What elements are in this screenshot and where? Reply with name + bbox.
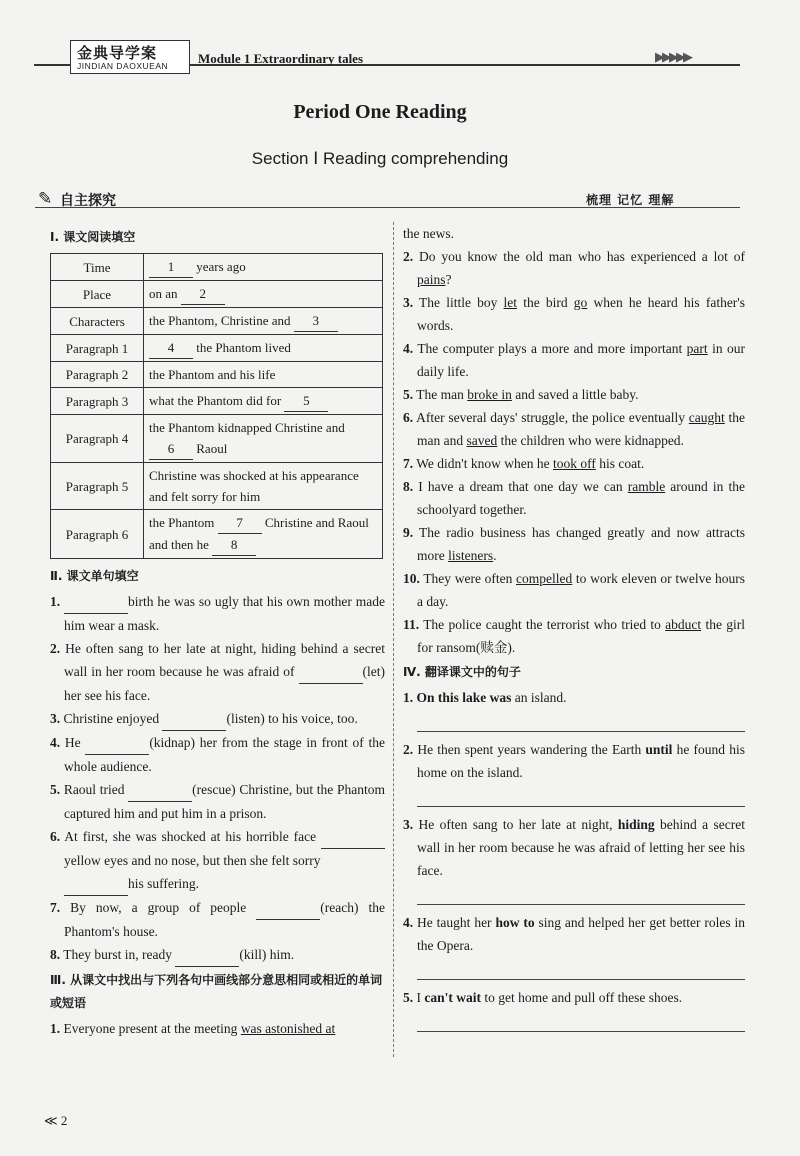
answer-blank[interactable] [175, 943, 239, 967]
item-text: By now, a group of people [70, 900, 257, 915]
answer-blank[interactable] [64, 872, 128, 896]
item-number: 8. [50, 947, 61, 962]
row-text: Christine and Raoul and then he [149, 515, 369, 552]
table-blank: 6 [149, 438, 193, 460]
item-text: his suffering. [128, 876, 199, 891]
part4-heading: Ⅳ. 翻译课文中的句子 [403, 665, 521, 679]
row-key: Paragraph 2 [51, 362, 144, 388]
row-value [144, 335, 383, 362]
answer-blank[interactable] [321, 825, 385, 849]
item-text: when he heard his father's words. [417, 295, 745, 333]
list-item [403, 337, 745, 383]
item-number: 7. [50, 900, 61, 915]
row-value [144, 415, 383, 463]
answer-line[interactable] [417, 1009, 745, 1032]
part2-heading: Ⅱ. 课文单句填空 [50, 569, 139, 583]
row-key: Paragraph 4 [51, 415, 144, 463]
item-number: 6. [403, 410, 414, 425]
page-number-text: 2 [60, 1113, 68, 1128]
item-text: I have a dream that one day we can [418, 479, 628, 494]
row-text: years ago [193, 259, 246, 274]
list-item [403, 738, 745, 784]
item-number: 3. [403, 295, 414, 310]
list-item [403, 813, 745, 882]
item-text: The man [416, 387, 468, 402]
item-text: He often sang to her late at night, [418, 817, 618, 832]
page-number [44, 1113, 67, 1129]
item-text: yellow eyes and no nose, but then she felt sorry [64, 853, 321, 868]
item-text: The radio business has changed greatly and now attracts more [417, 525, 745, 563]
key-phrase: hiding [617, 817, 655, 832]
list-item [403, 383, 745, 406]
key-phrase: how to [495, 915, 535, 930]
answer-blank[interactable] [128, 778, 192, 802]
item-number: 11. [403, 617, 420, 632]
page-subtitle: Section Ⅰ Reading comprehending [251, 149, 509, 168]
row-value [144, 281, 383, 308]
table-row [51, 254, 383, 281]
item-text: around in the schoolyard together. [417, 479, 746, 517]
row-value [144, 388, 383, 415]
item-text: the man and [417, 410, 745, 448]
list-item [403, 291, 745, 337]
list-item [50, 637, 385, 707]
item-text: (kill) him. [239, 947, 295, 962]
page-title: Period One Reading [293, 101, 467, 123]
key-phrase: can't wait [424, 990, 481, 1005]
item-text: in our daily life. [417, 341, 745, 379]
table-blank: 4 [149, 337, 193, 359]
item-number: 1. [403, 690, 414, 705]
part1-heading: Ⅰ. 课文阅读填空 [50, 230, 136, 244]
item-text: (kidnap) her from the stage in front of the whole audience. [64, 735, 385, 774]
row-text: the Phantom lived [193, 340, 291, 355]
list-item [50, 731, 385, 778]
logo-en: JINDIAN DAOXUEAN [77, 61, 169, 71]
item-text: After several days' struggle, the police eventually [416, 410, 689, 425]
answer-blank[interactable] [85, 731, 149, 755]
module-title: Module 1 Extraordinary tales [198, 51, 364, 66]
row-value [144, 254, 383, 281]
item-number: 8. [403, 479, 414, 494]
list-item [403, 686, 745, 709]
key-phrase: On this lake was [416, 690, 512, 705]
item-text: (reach) the Phantom's house. [64, 900, 385, 939]
item-text: They were often [423, 571, 517, 586]
item-text: At first, she was shocked at his horrible face [64, 829, 321, 844]
item-number: 5. [50, 782, 61, 797]
right-column [403, 222, 745, 1038]
underlined-phrase: go [573, 295, 588, 310]
row-key: Paragraph 3 [51, 388, 144, 415]
item-number: 2. [403, 742, 414, 757]
row-value [144, 510, 383, 559]
item-text: sing and helped her get better roles in the Opera. [417, 915, 745, 953]
logo-cn: 金典导学案 [77, 44, 158, 62]
item-number: 2. [50, 641, 61, 656]
underlined-phrase: saved [466, 433, 498, 448]
item-text: and saved a little baby. [511, 387, 639, 402]
item-number: 9. [403, 525, 414, 540]
row-key: Paragraph 6 [51, 510, 144, 559]
item-text: He often sang to her late at night, hiding behind a secret wall in her room because he was afraid of [64, 641, 386, 679]
answer-blank[interactable] [256, 896, 320, 920]
item-text: an island. [511, 690, 567, 705]
item-text: he found his home on the island. [417, 742, 745, 780]
list-item [403, 567, 745, 613]
underlined-phrase: pains [417, 272, 446, 287]
list-item [403, 475, 745, 521]
item-text: the girl for ransom(赎金). [417, 617, 745, 655]
item-number: 7. [403, 456, 414, 471]
row-text: what the Phantom did for [149, 393, 285, 408]
item-number: 3. [50, 711, 61, 726]
underlined-phrase: caught [688, 410, 725, 425]
item-text: the news. [403, 226, 454, 241]
item-text: (let) her see his face. [64, 664, 385, 703]
pen-icon: ✎ [38, 189, 53, 208]
table-blank: 8 [212, 534, 256, 556]
row-text: Raoul [193, 441, 228, 456]
column-divider [393, 222, 394, 1057]
page-arrow-icon: ≪ [44, 1113, 61, 1128]
row-text: the Phantom, Christine and [149, 313, 294, 328]
part2-list [50, 590, 385, 967]
row-key: Place [51, 281, 144, 308]
underlined-phrase: let [503, 295, 518, 310]
key-phrase: until [645, 742, 673, 757]
answer-blank[interactable] [299, 660, 363, 684]
item-number: 5. [403, 990, 414, 1005]
table-blank: 5 [284, 390, 328, 412]
item-number: 4. [50, 735, 61, 750]
item-text: Do you know the old man who has experienced a lot of [418, 249, 745, 264]
underlined-phrase: broke in [467, 387, 512, 402]
table-row [51, 281, 383, 308]
table-row [51, 335, 383, 362]
item-text: the children who were kidnapped. [497, 433, 684, 448]
answer-blank[interactable] [64, 590, 128, 614]
item-text: Christine enjoyed [63, 711, 163, 726]
table-row [51, 388, 383, 415]
underlined-phrase: part [686, 341, 708, 356]
item-text: ? [445, 272, 452, 287]
row-key: Characters [51, 308, 144, 335]
list-item [403, 911, 745, 957]
item-text: (listen) to his voice, too. [226, 711, 358, 726]
list-item [403, 245, 745, 291]
item-text: behind a secret wall in her room because he was afraid of letting her see his face. [417, 817, 746, 878]
table-row [51, 308, 383, 335]
row-value [144, 463, 383, 510]
item-text: to work eleven or twelve hours a day. [417, 571, 745, 609]
underlined-phrase: abduct [665, 617, 702, 632]
underlined-phrase: compelled [516, 571, 573, 586]
item-text: Raoul tried [63, 782, 129, 797]
list-item [403, 613, 745, 659]
item-text: We didn't know when he [416, 456, 553, 471]
item-text: He then spent years wandering the Earth [417, 742, 646, 757]
underlined-phrase: ramble [627, 479, 666, 494]
row-text: on an [149, 286, 181, 301]
table-blank: 7 [218, 512, 262, 534]
answer-line[interactable] [417, 784, 745, 807]
item-number: 5. [403, 387, 414, 402]
list-item [50, 872, 385, 896]
list-item [50, 590, 385, 637]
table-row [51, 510, 383, 559]
table-row [51, 415, 383, 463]
table-blank: 3 [294, 310, 338, 332]
part3-list-right [403, 222, 745, 659]
item-text: He taught her [417, 915, 496, 930]
list-item [403, 406, 745, 452]
table-blank: 2 [181, 283, 225, 305]
item-number: 6. [50, 829, 61, 844]
item-number: 3. [403, 817, 414, 832]
banner-label: 自主探究 [60, 193, 116, 209]
item-text: the bird [517, 295, 574, 310]
underlined-phrase: listeners [448, 548, 494, 563]
row-text: the Phantom and his life [149, 367, 276, 382]
list-item-continued [403, 222, 745, 245]
answer-line[interactable] [417, 882, 745, 905]
item-number: 4. [403, 341, 414, 356]
answer-blank[interactable] [162, 707, 226, 731]
row-text: the Phantom [149, 515, 218, 530]
item-text: . [493, 548, 497, 563]
list-item [50, 1017, 385, 1040]
part3-list-left [50, 1017, 385, 1040]
reading-table [50, 253, 383, 559]
part3-heading: Ⅲ. 从课文中找出与下列各句中画线部分意思相同或相近的单词或短语 [50, 973, 383, 1010]
logo [70, 40, 190, 74]
list-item [403, 986, 745, 1009]
row-text: the Phantom kidnapped Christine and [149, 420, 345, 435]
item-text: (rescue) Christine, but the Phantom captured him and put him in a prison. [64, 782, 385, 821]
table-row [51, 362, 383, 388]
underlined-phrase: was astonished at [240, 1021, 336, 1036]
item-number: 4. [403, 915, 414, 930]
item-text: The police caught the terrorist who tried to [423, 617, 666, 632]
list-item [403, 521, 745, 567]
item-number: 2. [403, 249, 414, 264]
item-number: 1. [50, 594, 61, 609]
list-item [403, 452, 745, 475]
table-row [51, 463, 383, 510]
row-text: Christine was shocked at his appearance and felt sorry for him [149, 468, 359, 504]
answer-line[interactable] [417, 709, 745, 732]
row-key: Paragraph 1 [51, 335, 144, 362]
table-blank: 1 [149, 256, 193, 278]
row-value [144, 362, 383, 388]
item-text: The little boy [419, 295, 504, 310]
item-number: 1. [50, 1021, 61, 1036]
row-key: Time [51, 254, 144, 281]
answer-line[interactable] [417, 957, 745, 980]
item-text: birth he was so ugly that his own mother made him wear a mask. [64, 594, 385, 633]
item-text: They burst in, ready [63, 947, 176, 962]
row-key: Paragraph 5 [51, 463, 144, 510]
item-text: Everyone present at the meeting [63, 1021, 241, 1036]
underlined-phrase: took off [552, 456, 596, 471]
item-text: to get home and pull off these shoes. [481, 990, 683, 1005]
banner-right: 梳理 记忆 理解 [586, 193, 675, 207]
list-item [50, 707, 385, 731]
list-item [50, 825, 385, 872]
left-column [50, 222, 385, 1040]
part4-list [403, 686, 745, 1032]
item-number: 10. [403, 571, 420, 586]
arrows-icon: ▶▶▶▶▶ [655, 49, 690, 64]
list-item [50, 943, 385, 967]
item-text: The computer plays a more and more important [417, 341, 687, 356]
item-text: He [64, 735, 86, 750]
list-item [50, 896, 385, 943]
row-value [144, 308, 383, 335]
item-text: his coat. [595, 456, 645, 471]
list-item [50, 778, 385, 825]
item-text: I [416, 990, 425, 1005]
